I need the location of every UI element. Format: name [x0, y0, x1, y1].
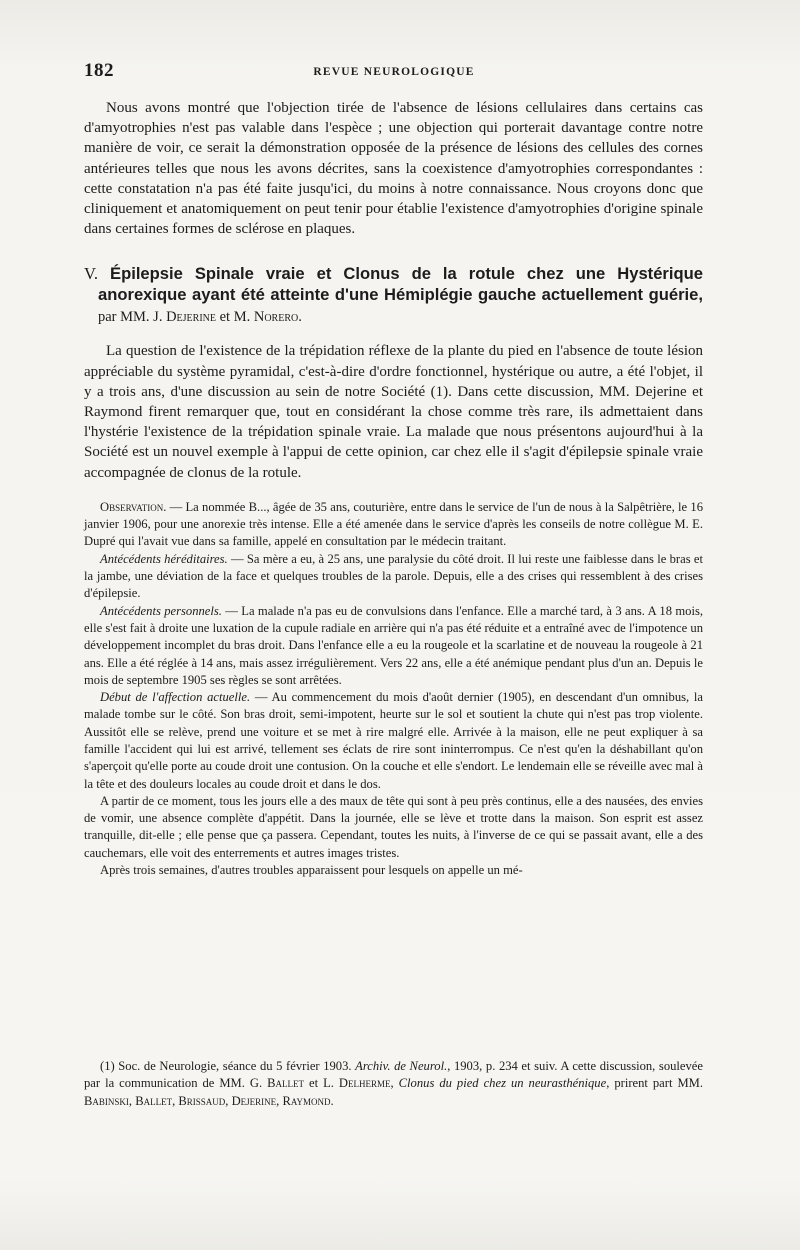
running-title: REVUE NEUROLOGIQUE	[313, 66, 475, 78]
byline-mid: et M.	[219, 309, 251, 326]
footnote-name-ballet: Ballet	[267, 1076, 305, 1091]
section-heading	[84, 263, 703, 328]
footnote-text-1: (1) Soc. de Neurologie, séance du 5 février 1903.	[100, 1059, 352, 1073]
footnote-text-3: et L.	[304, 1076, 334, 1091]
hereditary-history-paragraph	[84, 551, 703, 603]
onset-paragraph	[84, 689, 703, 793]
section-title: Épilepsie Spinale vraie et Clonus de la rotule chez une Hystérique anorexique ayant été atteinte d'une Hémiplégie gauche actuellement guérie,	[98, 264, 703, 305]
author-dejerine: Dejerine	[166, 309, 216, 326]
byline	[98, 309, 302, 325]
footnote-journal: Archiv. de Neurol.	[355, 1059, 448, 1073]
onset-text: — Au commencement du mois d'août dernier (1905), en descendant d'un omnibus, la malade tombe sur le côté. Son bras droit, semi-impotent, heurte sur le sol et soutient la chute qui n'est pas trop violente. Aussitôt elle se relève, prend une voiture et se met à rire malgré elle. Arrivée à la maison, elle ne peut expliquer à sa famille l'accident qui lui est arrivé, tellement ses éclats de rire sont ininterrompus. Ce n'est qu'en la déshabillant qu'on s'aperçoit qu'elle porte au coude droit une contusion. On la couche et elle s'endort. Le lendemain elle se réveille avec mal à la tête et des douleurs locales au coude droit et dans le dos.	[84, 690, 703, 791]
main-content	[84, 98, 703, 879]
footnote-names-rest: Babinski, Ballet, Brissaud, Dejerine, Raymond.	[84, 1093, 334, 1108]
footnote-text-5: , prirent part MM.	[606, 1076, 703, 1091]
personal-history-paragraph	[84, 603, 703, 689]
page-number: 182	[84, 60, 114, 81]
hereditary-history-lead: Antécédents héréditaires.	[100, 551, 228, 566]
footnote-article-title: Clonus du pied chez un neurasthénique	[398, 1076, 607, 1091]
footnote-name-delherme: Delherme	[338, 1076, 391, 1091]
personal-history-lead: Antécédents personnels.	[100, 603, 222, 618]
author-norero: Norero.	[253, 309, 302, 326]
byline-prefix: par MM. J.	[98, 309, 163, 326]
page-header	[84, 60, 704, 86]
paragraph-introduction: La question de l'existence de la trépidation réflexe de la plante du pied en l'absence de toute lésion appréciable du système pyramidal, c'est-à-dire d'ordre fonctionnel, hystérique ou autre, a été l'objet, il y a trois ans, d'une discussion au sein de notre Société (1). Dans cette discussion, MM. Dejerine et Raymond firent remarquer que, tout en considérant la chose comme très rare, ils admettaient dans l'hystérie l'existence de la trépidation spinale vraie. La malade que nous présentons aujourd'hui à la Société est un nouvel exemple à l'appui de cette opinion, car chez elle il s'agit d'épilepsie spinale vraie accompagnée de clonus de la rotule.	[84, 343, 703, 481]
section-number: V.	[84, 264, 98, 284]
personal-history-text: — La malade n'a pas eu de convulsions dans l'enfance. Elle a marché tard, à 3 ans. A 18 mois, elle s'est fait à droite une luxation de la cupule radiale en arrière qui n'a pas été réduite et a entraîné avec de l'impotence un développement incomplet du bras droit. Dans l'enfance elle a eu la rougeole et la scarlatine et de nouveau la rougeole à 21 ans. Elle a été réglée à 14 ans, mais assez irrégulièrement. Vers 22 ans, elle a été anémique pendant plus d'un an. Depuis le mois de septembre 1905 ses règles se sont arrêtées.	[84, 603, 703, 687]
footnote	[84, 1058, 703, 1110]
paragraph-conclusion: Nous avons montré que l'objection tirée de l'absence de lésions cellulaires dans certains cas d'amyotrophies n'est pas valable dans l'espèce ; une objection qui porterait davantage contre notre manière de voir, ce serait la démonstration opposée de la présence de lésions des cellules des cornes antérieures telles que nous les avons décrites, sans la coexistence d'amyotrophies correspondantes : cette constatation n'a pas été faite jusqu'ici, du moins à notre connaissance. Nous croyons donc que cliniquement et anatomiquement on peut tenir pour établie l'existence d'amyotrophies d'origine spinale dans certaines formes de sclérose en plaques.	[84, 100, 703, 238]
observation-lead: Observation.	[100, 499, 167, 514]
onset-lead: Début de l'affection actuelle.	[100, 690, 251, 705]
observation-paragraph	[84, 499, 703, 551]
three-weeks-paragraph: Après trois semaines, d'autres troubles apparaissent pour lesquels on appelle un mé-	[100, 863, 523, 878]
footnote-text-2: , 1903, p. 234 et suiv. A cette discussion, soulevée par la communication de MM. G.	[84, 1059, 703, 1091]
hereditary-history-text: — Sa mère a eu, à 25 ans, une paralysie du côté droit. Il lui reste une faiblesse dans le bras et la jambe, une déviation de la face et quelques troubles de la parole. Depuis, elle a des crises qui ressemblent à des crises d'épilepsie.	[84, 551, 704, 601]
following-days-paragraph: A partir de ce moment, tous les jours elle a des maux de tête qui sont à peu près continus, elle a des nausées, des envies de vomir, une absence complète d'appétit. Dans la journée, elle se lève et trotte dans la maison. Son esprit est assez tranquille, dit-elle ; elle pense que ça passera. Cependant, toutes les nuits, à l'inverse de ce qui se passait avant, elle a des cauchemars, elle voit des enterrements et autres images tristes.	[84, 793, 703, 860]
observation-text: — La nommée B..., âgée de 35 ans, couturière, entre dans le service de l'un de nous à la Salpêtrière, le 16 janvier 1906, pour une anorexie très intense. Elle a été amenée dans le service d'après les conseils de notre collègue M. E. Dupré qui l'avait vue dans sa famille, appelé en consultation par le médecin traitant.	[84, 499, 703, 549]
footnote-text-4: ,	[390, 1076, 399, 1091]
